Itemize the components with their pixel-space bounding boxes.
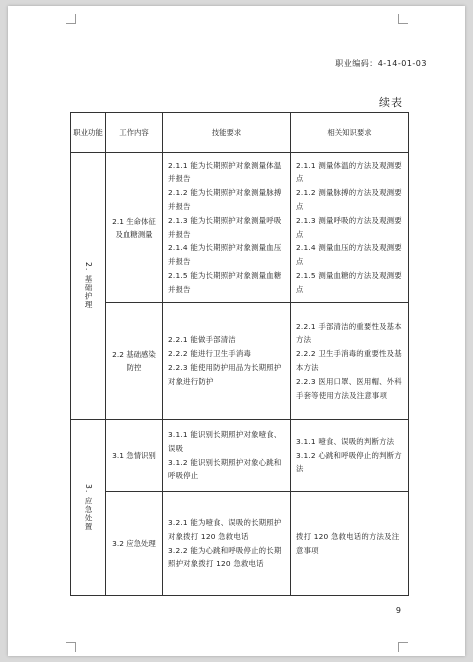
occupation-code: 职业编码：4-14-01-03 [335,59,427,68]
column-header: 相关知识要求 [291,113,409,153]
function-cell [71,153,106,420]
knowledge-item: 2.1.1 测量体温的方法及观测要点 [296,160,402,184]
crop-mark [398,642,408,652]
skill-requirements-cell [163,492,291,596]
column-header: 技能要求 [163,113,291,153]
skill-requirements-cell [163,153,291,303]
knowledge-item: 拨打 120 急救电话的方法及注意事项 [296,531,400,555]
crop-mark [398,14,408,24]
function-label: 2. 基础护理 [84,262,93,310]
table-row [71,492,409,596]
continued-label: 续表 [379,96,403,109]
work-content-cell: 2.1 生命体征及血糖测量 [106,153,163,303]
knowledge-item: 3.1.1 噎食、误吸的判断方法 [296,436,395,446]
skill-item: 2.2.3 能使用防护用品为长期照护对象进行防护 [168,363,282,386]
skill-item: 3.1.1 能识别长期照护对象噎食、误吸 [168,429,282,453]
work-content-cell: 3.1 急情识别 [106,420,163,492]
skill-item: 3.2.2 能为心跳和呼吸停止的长期照护对象拨打 120 急救电话 [168,545,282,569]
table-header-row [71,113,409,153]
crop-mark [66,14,76,24]
skill-item: 2.1.2 能为长期照护对象测量脉搏并报告 [168,188,282,211]
knowledge-item: 2.1.4 测量血压的方法及观测要点 [296,243,402,267]
skill-item: 2.1.3 能为长期照护对象测量呼吸并报告 [168,215,282,239]
page-number: 9 [395,606,401,615]
table-row [71,303,409,420]
work-content-cell: 2.2 基础感染防控 [106,303,163,420]
knowledge-requirements-cell [291,492,409,596]
column-header: 工作内容 [106,113,163,153]
skill-item: 2.1.5 能为长期照护对象测量血糖并报告 [168,270,282,294]
skill-item: 2.2.2 能进行卫生手消毒 [168,349,252,359]
knowledge-item: 2.2.1 手部清洁的重要性及基本方法 [296,321,402,345]
skill-item: 2.2.1 能做手部清洁 [168,335,236,345]
knowledge-requirements-cell [291,420,409,492]
skill-item: 3.1.2 能识别长期照护对象心跳和呼吸停止 [168,457,282,481]
table-row [71,153,409,303]
document-page [8,6,465,656]
table-row [71,420,409,492]
knowledge-item: 2.2.2 卫生手消毒的重要性及基本方法 [296,349,402,372]
knowledge-item: 2.1.3 测量呼吸的方法及观测要点 [296,215,402,239]
function-cell [71,420,106,596]
knowledge-item: 2.2.3 医用口罩、医用帽、外科手套等使用方法及注意事项 [296,376,402,400]
function-label: 3. 应急处置 [84,483,93,532]
column-header: 职业功能 [71,113,106,153]
knowledge-requirements-cell [291,303,409,420]
skill-requirements-cell [163,303,291,420]
crop-mark [66,642,76,652]
skill-item: 2.1.1 能为长期照护对象测量体温并报告 [168,160,282,184]
knowledge-item: 2.1.5 测量血糖的方法及观测要点 [296,270,402,294]
knowledge-item: 2.1.2 测量脉搏的方法及观测要点 [296,188,402,211]
skill-requirements-cell [163,420,291,492]
work-content-cell: 3.2 应急处理 [106,492,163,596]
knowledge-requirements-cell [291,153,409,303]
skill-item: 2.1.4 能为长期照护对象测量血压并报告 [168,243,282,267]
knowledge-item: 3.1.2 心跳和呼吸停止的判断方法 [296,450,402,474]
standards-table [70,112,409,596]
skill-item: 3.2.1 能为噎食、误吸的长期照护对象拨打 120 急救电话 [168,517,282,541]
